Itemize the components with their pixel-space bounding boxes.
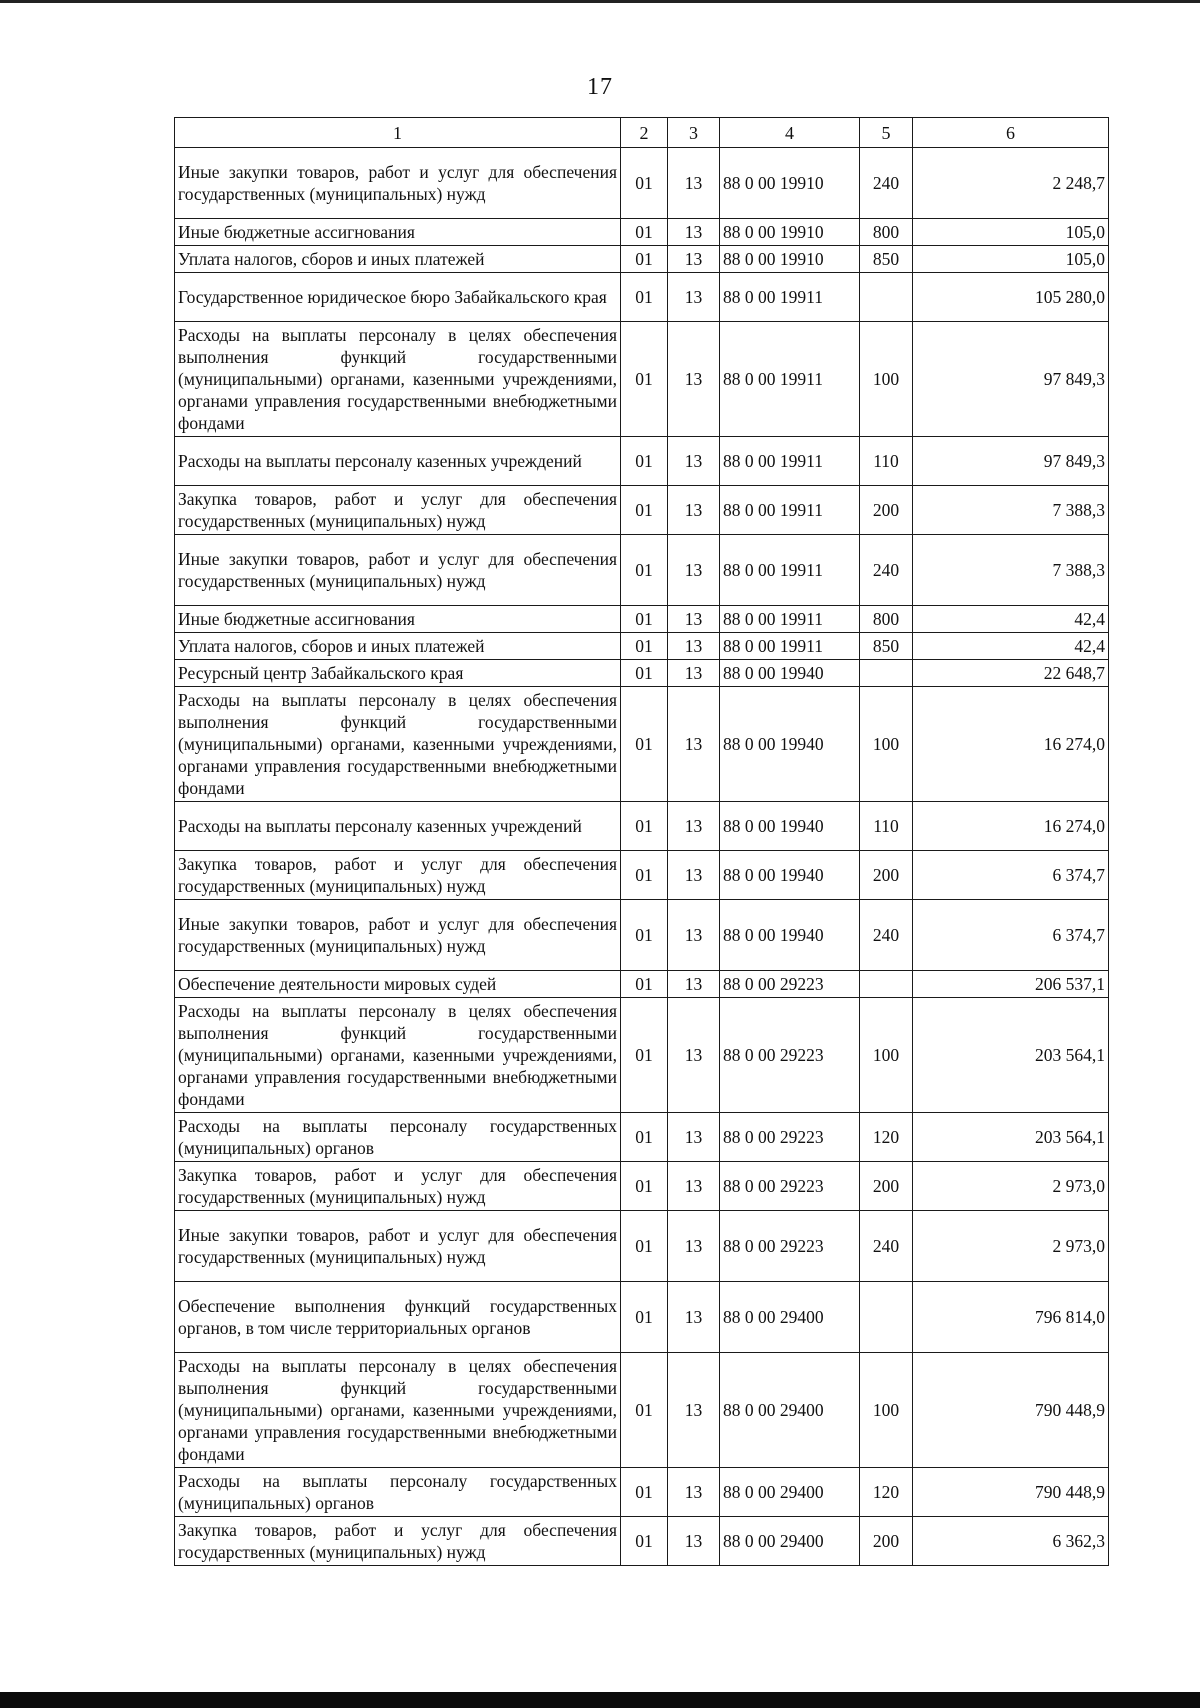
expense-type-code: 200 — [860, 1517, 913, 1566]
header-col-2: 2 — [621, 118, 668, 148]
table-row — [175, 437, 1109, 486]
amount: 2 248,7 — [913, 148, 1109, 219]
section-code: 01 — [621, 1517, 668, 1566]
row-name: Иные закупки товаров, работ и услуг для обеспечения государственных (муниципальных) нужд — [175, 900, 621, 971]
amount: 6 374,7 — [913, 900, 1109, 971]
expense-type-code: 850 — [860, 246, 913, 273]
subsection-code: 13 — [668, 1353, 720, 1468]
expense-type-code: 110 — [860, 802, 913, 851]
expense-type-code: 100 — [860, 322, 913, 437]
amount: 2 973,0 — [913, 1211, 1109, 1282]
subsection-code: 13 — [668, 1517, 720, 1566]
target-article-code: 88 0 00 29400 — [720, 1468, 860, 1517]
row-name: Иные бюджетные ассигнования — [175, 219, 621, 246]
table-row — [175, 971, 1109, 998]
header-col-3: 3 — [668, 118, 720, 148]
target-article-code: 88 0 00 19940 — [720, 802, 860, 851]
subsection-code: 13 — [668, 971, 720, 998]
target-article-code: 88 0 00 19940 — [720, 660, 860, 687]
table-row — [175, 219, 1109, 246]
table-row — [175, 148, 1109, 219]
table-row — [175, 1468, 1109, 1517]
section-code: 01 — [621, 1353, 668, 1468]
table-row — [175, 1353, 1109, 1468]
section-code: 01 — [621, 246, 668, 273]
section-code: 01 — [621, 1468, 668, 1517]
subsection-code: 13 — [668, 802, 720, 851]
section-code: 01 — [621, 1282, 668, 1353]
subsection-code: 13 — [668, 687, 720, 802]
table-row — [175, 687, 1109, 802]
expense-type-code — [860, 971, 913, 998]
section-code: 01 — [621, 998, 668, 1113]
table-row — [175, 802, 1109, 851]
subsection-code: 13 — [668, 633, 720, 660]
subsection-code: 13 — [668, 1211, 720, 1282]
table-row — [175, 535, 1109, 606]
section-code: 01 — [621, 660, 668, 687]
section-code: 01 — [621, 802, 668, 851]
target-article-code: 88 0 00 19910 — [720, 148, 860, 219]
section-code: 01 — [621, 1113, 668, 1162]
table-row — [175, 851, 1109, 900]
subsection-code: 13 — [668, 437, 720, 486]
target-article-code: 88 0 00 29400 — [720, 1517, 860, 1566]
table-row — [175, 486, 1109, 535]
amount: 42,4 — [913, 633, 1109, 660]
row-name: Обеспечение выполнения функций государственных органов, в том числе территориальных органов — [175, 1282, 621, 1353]
subsection-code: 13 — [668, 486, 720, 535]
subsection-code: 13 — [668, 606, 720, 633]
target-article-code: 88 0 00 29223 — [720, 998, 860, 1113]
row-name: Уплата налогов, сборов и иных платежей — [175, 633, 621, 660]
target-article-code: 88 0 00 29223 — [720, 1211, 860, 1282]
target-article-code: 88 0 00 19911 — [720, 535, 860, 606]
table-row — [175, 900, 1109, 971]
expense-type-code: 200 — [860, 1162, 913, 1211]
expense-type-code: 240 — [860, 148, 913, 219]
amount: 6 362,3 — [913, 1517, 1109, 1566]
row-name: Расходы на выплаты персоналу государственных (муниципальных) органов — [175, 1113, 621, 1162]
subsection-code: 13 — [668, 1162, 720, 1211]
table-row — [175, 1282, 1109, 1353]
target-article-code: 88 0 00 19911 — [720, 606, 860, 633]
expense-type-code: 100 — [860, 998, 913, 1113]
expense-type-code: 120 — [860, 1468, 913, 1517]
expense-type-code: 110 — [860, 437, 913, 486]
expense-type-code — [860, 660, 913, 687]
amount: 7 388,3 — [913, 486, 1109, 535]
expense-type-code: 240 — [860, 1211, 913, 1282]
amount: 203 564,1 — [913, 998, 1109, 1113]
scan-bottom-edge — [0, 1692, 1200, 1708]
expense-type-code: 240 — [860, 535, 913, 606]
target-article-code: 88 0 00 29400 — [720, 1353, 860, 1468]
table-row — [175, 1517, 1109, 1566]
section-code: 01 — [621, 687, 668, 802]
section-code: 01 — [621, 486, 668, 535]
amount: 16 274,0 — [913, 802, 1109, 851]
table-header — [175, 118, 1109, 148]
target-article-code: 88 0 00 29400 — [720, 1282, 860, 1353]
subsection-code: 13 — [668, 900, 720, 971]
table-row — [175, 606, 1109, 633]
header-row — [175, 118, 1109, 148]
header-col-5: 5 — [860, 118, 913, 148]
subsection-code: 13 — [668, 273, 720, 322]
table-row — [175, 1113, 1109, 1162]
subsection-code: 13 — [668, 1468, 720, 1517]
row-name: Обеспечение деятельности мировых судей — [175, 971, 621, 998]
header-col-1: 1 — [175, 118, 621, 148]
section-code: 01 — [621, 219, 668, 246]
row-name: Расходы на выплаты персоналу государственных (муниципальных) органов — [175, 1468, 621, 1517]
section-code: 01 — [621, 851, 668, 900]
section-code: 01 — [621, 633, 668, 660]
subsection-code: 13 — [668, 1282, 720, 1353]
row-name: Расходы на выплаты персоналу казенных учреждений — [175, 437, 621, 486]
scan-top-edge — [0, 0, 1200, 3]
row-name: Иные закупки товаров, работ и услуг для обеспечения государственных (муниципальных) нужд — [175, 1211, 621, 1282]
header-col-4: 4 — [720, 118, 860, 148]
expense-type-code: 100 — [860, 687, 913, 802]
subsection-code: 13 — [668, 148, 720, 219]
expense-type-code: 850 — [860, 633, 913, 660]
table-row — [175, 273, 1109, 322]
subsection-code: 13 — [668, 535, 720, 606]
row-name: Иные бюджетные ассигнования — [175, 606, 621, 633]
target-article-code: 88 0 00 19910 — [720, 246, 860, 273]
table-row — [175, 660, 1109, 687]
table-row — [175, 246, 1109, 273]
amount: 97 849,3 — [913, 322, 1109, 437]
expense-type-code: 200 — [860, 486, 913, 535]
amount: 2 973,0 — [913, 1162, 1109, 1211]
subsection-code: 13 — [668, 1113, 720, 1162]
section-code: 01 — [621, 437, 668, 486]
target-article-code: 88 0 00 29223 — [720, 1113, 860, 1162]
row-name: Иные закупки товаров, работ и услуг для обеспечения государственных (муниципальных) нужд — [175, 148, 621, 219]
section-code: 01 — [621, 1162, 668, 1211]
section-code: 01 — [621, 322, 668, 437]
header-col-6: 6 — [913, 118, 1109, 148]
row-name: Расходы на выплаты персоналу в целях обеспечения выполнения функций государственными (муниципальными) органами, казенными учреждениями, органами управления государственными внебюджетными фондами — [175, 322, 621, 437]
table-row — [175, 633, 1109, 660]
target-article-code: 88 0 00 19911 — [720, 486, 860, 535]
expense-type-code: 120 — [860, 1113, 913, 1162]
amount: 790 448,9 — [913, 1468, 1109, 1517]
expense-type-code — [860, 273, 913, 322]
amount: 22 648,7 — [913, 660, 1109, 687]
page-number: 17 — [587, 74, 613, 100]
expense-type-code: 800 — [860, 219, 913, 246]
subsection-code: 13 — [668, 998, 720, 1113]
row-name: Расходы на выплаты персоналу в целях обеспечения выполнения функций государственными (муниципальными) органами, казенными учреждениями, органами управления государственными внебюджетными фондами — [175, 1353, 621, 1468]
row-name: Расходы на выплаты персоналу в целях обеспечения выполнения функций государственными (муниципальными) органами, казенными учреждениями, органами управления государственными внебюджетными фондами — [175, 998, 621, 1113]
section-code: 01 — [621, 971, 668, 998]
target-article-code: 88 0 00 19940 — [720, 687, 860, 802]
table-body — [175, 148, 1109, 1566]
target-article-code: 88 0 00 19940 — [720, 900, 860, 971]
amount: 203 564,1 — [913, 1113, 1109, 1162]
amount: 16 274,0 — [913, 687, 1109, 802]
section-code: 01 — [621, 1211, 668, 1282]
row-name: Закупка товаров, работ и услуг для обеспечения государственных (муниципальных) нужд — [175, 486, 621, 535]
table-row — [175, 322, 1109, 437]
amount: 7 388,3 — [913, 535, 1109, 606]
expense-type-code — [860, 1282, 913, 1353]
target-article-code: 88 0 00 19911 — [720, 633, 860, 660]
target-article-code: 88 0 00 19911 — [720, 437, 860, 486]
target-article-code: 88 0 00 19911 — [720, 322, 860, 437]
expense-type-code: 240 — [860, 900, 913, 971]
row-name: Государственное юридическое бюро Забайкальского края — [175, 273, 621, 322]
section-code: 01 — [621, 273, 668, 322]
amount: 105,0 — [913, 246, 1109, 273]
expense-type-code: 100 — [860, 1353, 913, 1468]
target-article-code: 88 0 00 29223 — [720, 1162, 860, 1211]
target-article-code: 88 0 00 19940 — [720, 851, 860, 900]
target-article-code: 88 0 00 19911 — [720, 273, 860, 322]
section-code: 01 — [621, 606, 668, 633]
expense-type-code: 200 — [860, 851, 913, 900]
subsection-code: 13 — [668, 219, 720, 246]
amount: 6 374,7 — [913, 851, 1109, 900]
amount: 790 448,9 — [913, 1353, 1109, 1468]
row-name: Расходы на выплаты персоналу казенных учреждений — [175, 802, 621, 851]
table-row — [175, 1162, 1109, 1211]
budget-table — [174, 117, 1109, 1566]
row-name: Расходы на выплаты персоналу в целях обеспечения выполнения функций государственными (муниципальными) органами, казенными учреждениями, органами управления государственными внебюджетными фондами — [175, 687, 621, 802]
subsection-code: 13 — [668, 660, 720, 687]
subsection-code: 13 — [668, 851, 720, 900]
row-name: Закупка товаров, работ и услуг для обеспечения государственных (муниципальных) нужд — [175, 851, 621, 900]
expense-type-code: 800 — [860, 606, 913, 633]
row-name: Закупка товаров, работ и услуг для обеспечения государственных (муниципальных) нужд — [175, 1517, 621, 1566]
section-code: 01 — [621, 900, 668, 971]
row-name: Иные закупки товаров, работ и услуг для обеспечения государственных (муниципальных) нужд — [175, 535, 621, 606]
section-code: 01 — [621, 535, 668, 606]
target-article-code: 88 0 00 19910 — [720, 219, 860, 246]
amount: 206 537,1 — [913, 971, 1109, 998]
row-name: Ресурсный центр Забайкальского края — [175, 660, 621, 687]
row-name: Уплата налогов, сборов и иных платежей — [175, 246, 621, 273]
amount: 796 814,0 — [913, 1282, 1109, 1353]
table-row — [175, 998, 1109, 1113]
target-article-code: 88 0 00 29223 — [720, 971, 860, 998]
subsection-code: 13 — [668, 322, 720, 437]
amount: 97 849,3 — [913, 437, 1109, 486]
amount: 105,0 — [913, 219, 1109, 246]
amount: 105 280,0 — [913, 273, 1109, 322]
section-code: 01 — [621, 148, 668, 219]
table-row — [175, 1211, 1109, 1282]
amount: 42,4 — [913, 606, 1109, 633]
subsection-code: 13 — [668, 246, 720, 273]
row-name: Закупка товаров, работ и услуг для обеспечения государственных (муниципальных) нужд — [175, 1162, 621, 1211]
